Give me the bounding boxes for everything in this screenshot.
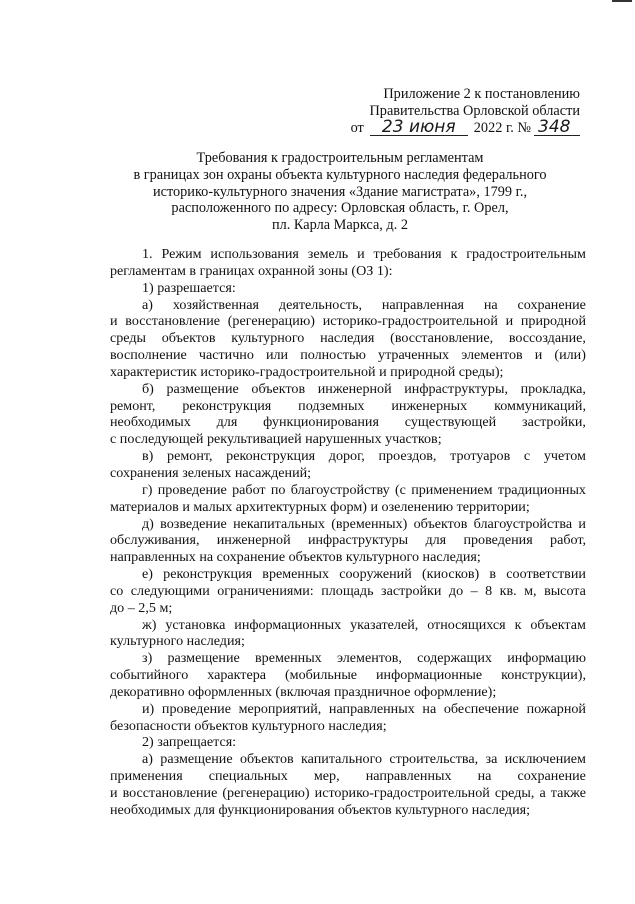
word: хозяйственная	[172, 296, 260, 313]
word: событийного	[110, 667, 189, 684]
word: применения	[110, 768, 183, 785]
word: временных	[262, 566, 330, 583]
body-line	[110, 482, 586, 499]
word: направленных	[328, 700, 415, 717]
word: (или)	[554, 347, 586, 364]
body-line: направленных на сохранение объектов культурного наследия;	[110, 549, 481, 566]
word: историко-градостроительной	[322, 313, 498, 330]
word: инфраструктуры	[307, 532, 409, 549]
body-line: сохранения зеленых насаждений;	[110, 464, 312, 481]
body-line	[110, 650, 586, 667]
item-a2	[110, 751, 586, 818]
word: капитального	[301, 751, 383, 768]
title-line: пл. Карла Маркса, д. 2	[271, 217, 409, 234]
word: реконструкция	[163, 566, 253, 583]
word: размещение	[166, 380, 239, 397]
word: необходимых	[110, 414, 191, 431]
word: коммуникаций,	[494, 397, 586, 414]
body-line: материалов и малых архитектурных форм) и озеленению территории;	[110, 498, 530, 515]
body-line	[110, 785, 586, 802]
word: земель	[307, 246, 349, 262]
body-line	[110, 617, 586, 634]
word: 8	[485, 582, 493, 599]
word: среды	[110, 330, 147, 347]
body-line	[110, 448, 586, 465]
word: до	[448, 582, 464, 599]
word: м,	[524, 582, 537, 599]
word: объектов	[251, 380, 306, 397]
word: и	[357, 246, 365, 262]
item-a	[110, 297, 586, 381]
word: природной	[520, 313, 586, 330]
body-line	[110, 667, 586, 684]
word: дорог,	[328, 448, 365, 465]
word: высота	[544, 582, 586, 599]
word: конструкции),	[501, 667, 586, 684]
handwritten-decree-number: 348	[534, 119, 580, 136]
title-line: расположенного по адресу: Орловская область, г. Орел,	[171, 200, 509, 217]
word: ремонт,	[167, 448, 213, 465]
word: а)	[142, 296, 153, 313]
word: учетом	[543, 448, 586, 465]
word: мероприятий,	[238, 700, 322, 717]
word: –	[470, 582, 478, 599]
body-line	[110, 398, 586, 415]
body-line	[110, 347, 586, 364]
word: сооружений	[339, 566, 412, 583]
word: 1.	[142, 246, 153, 262]
word: инженерной	[317, 380, 392, 397]
body-line: с последующей рекультивацией нарушенных участков;	[110, 431, 442, 448]
date-prefix: от	[350, 120, 364, 136]
body-line	[110, 313, 586, 330]
word: информационные	[376, 667, 483, 684]
body-line: до – 2,5 м;	[110, 599, 173, 616]
word: благоустройства	[473, 515, 573, 532]
word: информационных	[234, 616, 342, 633]
body-line	[110, 330, 586, 347]
word: обеспечение	[443, 700, 519, 717]
title-line: историко-культурного значения «Здание магистрата», 1799 г.,	[152, 183, 528, 200]
word: (мобильные	[284, 667, 358, 684]
body-line	[110, 246, 586, 263]
word: размещение	[167, 650, 240, 667]
body-line	[110, 583, 586, 600]
item-g	[110, 482, 586, 516]
title-line: Требования к градостроительным регламентам	[196, 150, 484, 166]
word: г)	[142, 481, 153, 498]
appendix-line-1: Приложение 2 к постановлению	[383, 86, 580, 102]
document-body	[110, 246, 586, 819]
word: историко-градостроительной	[314, 785, 490, 801]
word: (киосков)	[421, 566, 480, 583]
word: специальных	[208, 768, 288, 785]
item-b	[110, 381, 586, 448]
body-line: регламентам в границах охранной зоны (ОЗ 1):	[110, 262, 393, 279]
word: а	[539, 785, 546, 801]
word: информацию	[507, 650, 586, 667]
word: к	[514, 616, 522, 633]
word: е)	[142, 566, 153, 583]
body-line	[110, 297, 586, 314]
word: некапитальных	[233, 515, 325, 532]
body-line: декоративно оформленных (включая праздничное оформление);	[110, 683, 497, 700]
word: работ	[232, 481, 266, 498]
word: строительства,	[389, 751, 479, 768]
item-v	[110, 448, 586, 482]
word: сохранение	[517, 768, 586, 785]
word: а)	[142, 751, 153, 768]
body-line	[110, 751, 586, 768]
handwritten-date: 23 июня	[370, 119, 468, 136]
word: Режим	[161, 246, 202, 262]
word: соответствии	[506, 566, 586, 583]
subsection-prohibited: 2) запрещается:	[142, 734, 237, 751]
word: относящихся	[427, 616, 506, 633]
word: ж)	[142, 616, 157, 633]
word: традиционных	[497, 481, 586, 498]
word: объектам	[530, 616, 586, 633]
decree-date-row	[340, 119, 580, 137]
word: мер,	[313, 768, 340, 785]
word: и	[110, 785, 118, 801]
body-line: безопасности объектов культурного наследия;	[110, 717, 387, 734]
word: застройки	[381, 582, 442, 599]
word: и	[534, 347, 543, 364]
word: к	[450, 246, 458, 262]
word: ограничениями:	[217, 582, 314, 599]
word: в	[489, 566, 497, 583]
item-z	[110, 650, 586, 701]
word: объектов	[413, 515, 468, 532]
word: кв.	[499, 582, 517, 599]
word: также	[550, 785, 586, 801]
word: обслуживания,	[110, 532, 200, 549]
word: прокладка,	[520, 380, 586, 397]
word: указателей,	[350, 616, 419, 633]
word: элементов,	[336, 650, 402, 667]
word: применением	[411, 481, 493, 498]
word: на	[477, 768, 492, 785]
word: по	[270, 481, 286, 498]
title-line: в границах зон охраны объекта культурного наследия федерального	[133, 166, 547, 183]
word: за	[485, 751, 498, 768]
word: наследия	[320, 330, 375, 347]
word: культурного	[231, 330, 305, 347]
word: существующей	[404, 414, 497, 431]
decree-year-label: 2022 г. №	[473, 120, 531, 136]
appendix-header	[340, 86, 580, 137]
word: среды,	[494, 785, 535, 801]
word: возведение	[160, 515, 227, 532]
word: сохранение	[517, 296, 586, 313]
word: площадь	[321, 582, 374, 599]
word: направленных	[365, 768, 452, 785]
body-line	[110, 532, 586, 549]
word: проведение	[161, 700, 231, 717]
item-e	[110, 566, 586, 617]
body-line	[110, 701, 586, 718]
word: восполнение	[110, 347, 187, 364]
word: восстановление	[125, 313, 221, 330]
word: или	[265, 347, 289, 364]
body-line: характеристик историко-градостроительной и природной среды);	[110, 363, 504, 380]
word: с	[523, 448, 531, 465]
body-line: культурного наследия;	[110, 633, 245, 650]
word: содержащих	[417, 650, 492, 667]
word: проездов,	[378, 448, 437, 465]
word: реконструкция	[182, 397, 272, 414]
appendix-line-2: Правительства Орловской области	[369, 102, 580, 119]
body-line	[110, 516, 586, 533]
word: следующими	[130, 582, 210, 599]
word: восстановление	[122, 785, 218, 801]
word: (регенерацию)	[227, 313, 315, 330]
word: проведение	[157, 481, 227, 498]
word: и	[578, 515, 586, 532]
body-line	[110, 414, 586, 431]
word: благоустройству	[290, 481, 390, 498]
item-zh	[110, 617, 586, 651]
word: проведения	[463, 532, 533, 549]
word: частично	[198, 347, 254, 364]
word: д)	[142, 515, 154, 532]
word: пожарной	[526, 700, 586, 717]
word: объектов	[161, 330, 216, 347]
word: элементов	[461, 347, 523, 364]
word: работ,	[550, 532, 586, 549]
word: инженерной	[216, 532, 291, 549]
item-d	[110, 516, 586, 567]
word: на	[483, 296, 498, 313]
word: и	[505, 313, 514, 330]
word: реконструкция	[226, 448, 316, 465]
word: временных	[255, 650, 322, 667]
item-i	[110, 701, 586, 735]
scan-corner-mark	[612, 0, 632, 2]
word: функционирования	[263, 414, 379, 431]
word: полностью	[300, 347, 366, 364]
word: застройки,	[522, 414, 586, 431]
word: инфраструктуры,	[404, 380, 508, 397]
word: б)	[142, 380, 154, 397]
word: требования	[373, 246, 442, 262]
body-line	[110, 566, 586, 583]
word: направленная	[381, 296, 464, 313]
word: использования	[210, 246, 299, 262]
word: (регенерацию)	[222, 785, 310, 801]
word: деятельность,	[278, 296, 363, 313]
word: для	[216, 414, 238, 431]
word: (восстановление,	[390, 330, 494, 347]
document-title	[120, 150, 560, 234]
word: для	[425, 532, 447, 549]
word: инженерных	[391, 397, 468, 414]
word: и)	[142, 700, 155, 717]
word: утраченных	[378, 347, 450, 364]
word: воссоздание,	[508, 330, 586, 347]
word: тротуаров	[450, 448, 511, 465]
word: ремонт,	[110, 397, 156, 414]
body-line	[110, 381, 586, 398]
word: исключением	[504, 751, 586, 768]
word: з)	[142, 650, 153, 667]
word: градостроительным	[466, 246, 586, 262]
word: и	[110, 313, 118, 330]
word: подземных	[298, 397, 365, 414]
word: в)	[142, 448, 154, 465]
word: (с	[394, 481, 406, 498]
word: размещение	[160, 751, 233, 768]
body-line: необходимых для функционирования объектов культурного наследия;	[110, 801, 531, 818]
word: объектов	[239, 751, 294, 768]
word: характера	[207, 667, 267, 684]
word: на	[422, 700, 437, 717]
word: (временных)	[331, 515, 408, 532]
paragraph-1	[110, 246, 586, 280]
word: установка	[165, 616, 226, 633]
subsection-allowed: 1) разрешается:	[142, 279, 236, 296]
word: со	[110, 582, 124, 599]
body-line	[110, 768, 586, 785]
